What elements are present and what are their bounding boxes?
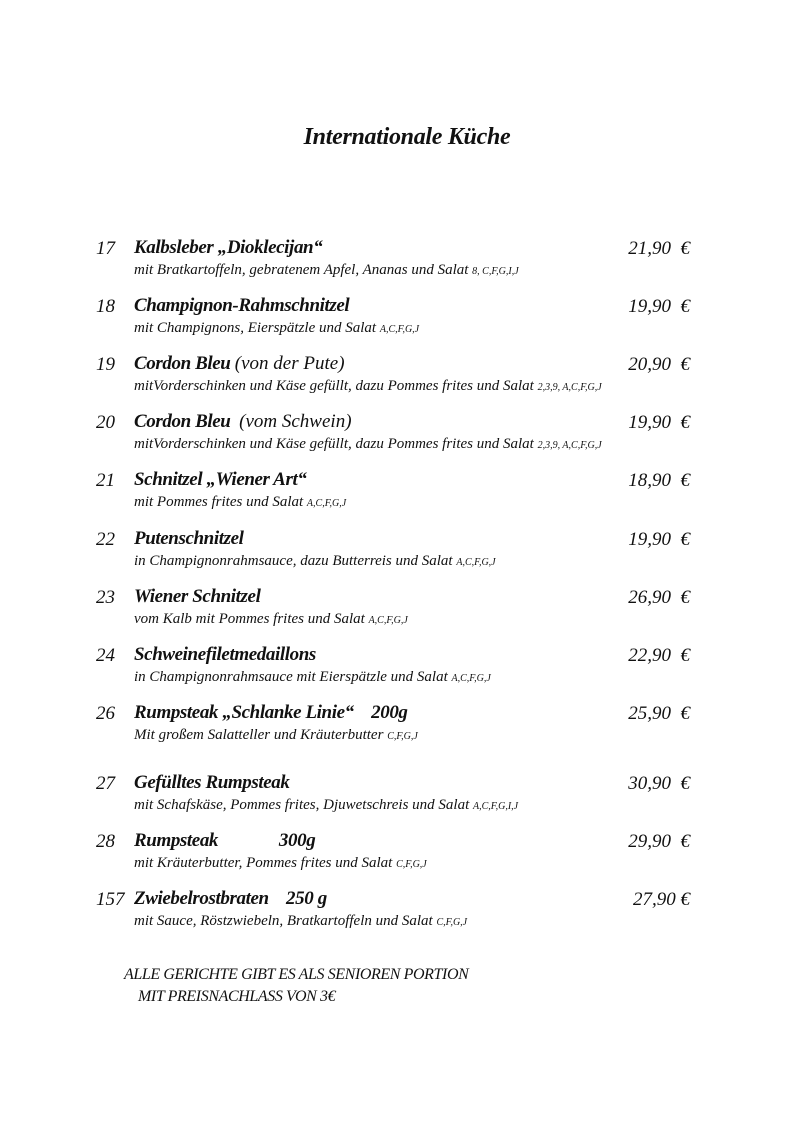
item-number: 21 — [96, 470, 115, 491]
item-name: Cordon Bleu (von der Pute) — [134, 353, 345, 374]
menu-item — [0, 587, 805, 643]
item-price: 18,90 € — [628, 470, 690, 491]
item-name-suffix: (vom Schwein) — [239, 411, 352, 432]
item-price: 21,90 € — [628, 238, 690, 259]
item-number: 23 — [96, 587, 115, 608]
item-name: Cordon Bleu (vom Schwein) — [134, 411, 352, 432]
item-price: 19,90 € — [628, 529, 690, 550]
allergen-codes: A,C,F,G,J — [306, 498, 347, 509]
item-name: Rumpsteak 300g — [134, 830, 316, 851]
note-line-2: MIT PREISNACHLASS VON 3€ — [138, 988, 336, 1005]
item-number: 17 — [96, 238, 115, 259]
item-name: Schweinefiletmedaillons — [134, 644, 316, 665]
item-name: Rumpsteak „Schlanke Linie“ 200g — [134, 702, 408, 723]
item-name: Schnitzel „Wiener Art“ — [134, 469, 307, 490]
item-price: 25,90 € — [628, 703, 690, 724]
item-name-suffix: (von der Pute) — [234, 353, 345, 374]
allergen-codes: 2,3,9, A,C,F,G,J — [537, 440, 602, 451]
item-description: mit Pommes frites und Salat A,C,F,G,J — [134, 494, 347, 510]
allergen-codes: 8, C,F,G,I,J — [472, 266, 519, 277]
item-name: Putenschnitzel — [134, 528, 244, 549]
item-name: Kalbsleber „Dioklecijan“ — [134, 237, 323, 258]
allergen-codes: C,F,G,J — [436, 917, 468, 928]
item-price: 19,90 € — [628, 412, 690, 433]
item-price: 26,90 € — [628, 587, 690, 608]
item-description: vom Kalb mit Pommes frites und Salat A,C,F,G,J — [134, 611, 408, 627]
menu-item — [0, 645, 805, 701]
item-price: 20,90 € — [628, 354, 690, 375]
item-price: 29,90 € — [628, 831, 690, 852]
item-description: mit Sauce, Röstzwiebeln, Bratkartoffeln und Salat C,F,G,J — [134, 913, 468, 929]
menu-item — [0, 889, 805, 945]
item-description: mitVorderschinken und Käse gefüllt, dazu Pommes frites und Salat 2,3,9, A,C,F,G,J — [134, 378, 602, 394]
item-number: 157 — [96, 889, 125, 910]
menu-item — [0, 831, 805, 887]
menu-item — [0, 412, 805, 468]
menu-item — [0, 238, 805, 294]
note-line-1: ALLE GERICHTE GIBT ES ALS SENIOREN PORTION — [124, 966, 469, 983]
item-name: Gefülltes Rumpsteak — [134, 772, 290, 793]
item-number: 26 — [96, 703, 115, 724]
item-description: mit Kräuterbutter, Pommes frites und Salat C,F,G,J — [134, 855, 427, 871]
item-description: mitVorderschinken und Käse gefüllt, dazu Pommes frites und Salat 2,3,9, A,C,F,G,J — [134, 436, 602, 452]
menu-item — [0, 470, 805, 526]
allergen-codes: A,C,F,G,I,J — [473, 801, 519, 812]
item-description: in Champignonrahmsauce, dazu Butterreis und Salat A,C,F,G,J — [134, 553, 496, 569]
page-title: Internationale Küche — [303, 124, 511, 150]
item-description: in Champignonrahmsauce mit Eierspätzle und Salat A,C,F,G,J — [134, 669, 491, 685]
allergen-codes: A,C,F,G,J — [456, 557, 496, 568]
item-number: 28 — [96, 831, 115, 852]
item-description: Mit großem Salatteller und Kräuterbutter C,F,G,J — [134, 727, 418, 743]
item-price: 22,90 € — [628, 645, 690, 666]
menu-item — [0, 354, 805, 410]
allergen-codes: A,C,F,G,J — [451, 673, 491, 684]
senior-portion-note — [124, 964, 468, 1008]
item-price: 19,90 € — [628, 296, 690, 317]
item-number: 24 — [96, 645, 115, 666]
menu-item — [0, 773, 805, 829]
menu-item — [0, 296, 805, 352]
allergen-codes: C,F,G,J — [387, 731, 418, 742]
allergen-codes: A,C,F,G,J — [379, 324, 420, 335]
item-number: 18 — [96, 296, 115, 317]
item-number: 27 — [96, 773, 115, 794]
item-price: 27,90 € — [633, 889, 690, 910]
item-name: Zwiebelrostbraten 250 g — [134, 888, 327, 909]
item-description: mit Bratkartoffeln, gebratenem Apfel, Ananas und Salat 8, C,F,G,I,J — [134, 262, 519, 278]
item-description: mit Champignons, Eierspätzle und Salat A,C,F,G,J — [134, 320, 420, 336]
menu-item — [0, 703, 805, 759]
item-name: Wiener Schnitzel — [134, 586, 261, 607]
item-number: 20 — [96, 412, 115, 433]
item-number: 22 — [96, 529, 115, 550]
allergen-codes: C,F,G,J — [396, 859, 427, 870]
item-name: Champignon-Rahmschnitzel — [134, 295, 350, 316]
allergen-codes: 2,3,9, A,C,F,G,J — [537, 382, 602, 393]
item-price: 30,90 € — [628, 773, 690, 794]
allergen-codes: A,C,F,G,J — [368, 615, 408, 626]
menu-item — [0, 529, 805, 585]
item-number: 19 — [96, 354, 115, 375]
item-description: mit Schafskäse, Pommes frites, Djuwetschreis und Salat A,C,F,G,I,J — [134, 797, 519, 813]
